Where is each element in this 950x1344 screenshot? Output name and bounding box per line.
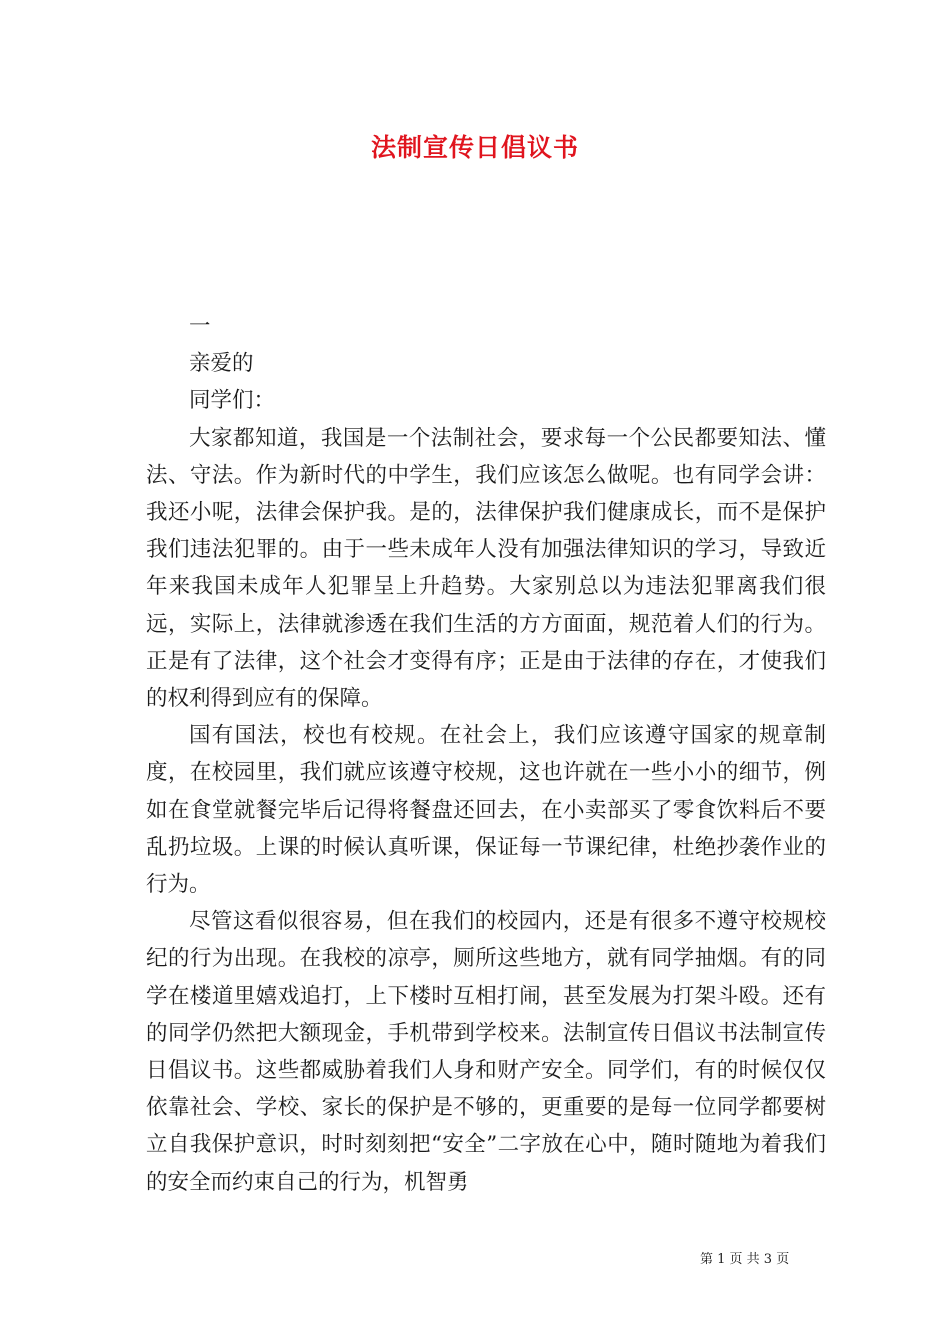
paragraph-body-1: 大家都知道，我国是一个法制社会，要求每一个公民都要知法、懂法、守法。作为新时代的中学生，我们应该怎么做呢。也有同学会讲：我还小呢，法律会保护我。是的，法律保护我们健康成长，而不是保护我们违法犯罪的。由于一些未成年人没有加强法律知识的学习，导致近年来我国未成年人犯罪呈上升趋势。大家别总以为违法犯罪离我们很远，实际上，法律就渗透在我们生活的方方面面，规范着人们的行为。正是有了法律，这个社会才变得有序；正是由于法律的存在，才使我们的权利得到应有的保障。: [146, 425, 826, 712]
paragraph-body-3: 尽管这看似很容易，但在我们的校园内，还是有很多不遵守校规校纪的行为出现。在我校的凉亭，厕所这些地方，就有同学抽烟。有的同学在楼道里嬉戏追打，上下楼时互相打闹，甚至发展为打架斗殴。还有的同学仍然把大额现金，手机带到学校来。法制宣传日倡议书法制宣传日倡议书。这些都威胁着我们人身和财产安全。同学们，有的时候仅仅依靠社会、学校、家长的保护是不够的，更重要的是每一位同学都要树立自我保护意识，时时刻刻把“安全”二字放在心中，随时随地为着我们的安全而约束自己的行为，机智勇: [146, 909, 826, 1195]
page-number-footer: 第 1 页 共 3 页: [700, 1252, 790, 1267]
paragraph-salutation-2: 同学们：: [189, 388, 276, 414]
paragraph-salutation-1: 亲爱的: [189, 351, 254, 377]
paragraph-heading-number: 一: [189, 314, 211, 339]
document-body: [146, 308, 826, 1201]
paragraph-body-2: 国有国法，校也有校规。在社会上，我们应该遵守国家的规章制度，在校园里，我们就应该遵守校规，这也许就在一些小小的细节，例如在食堂就餐完毕后记得将餐盘还回去，在小卖部买了零食饮料后不要乱扔垃圾。上课的时候认真听课，保证每一节课纪律，杜绝抄袭作业的行为。: [146, 723, 826, 898]
document-title: 法制宣传日倡议书: [370, 133, 579, 162]
